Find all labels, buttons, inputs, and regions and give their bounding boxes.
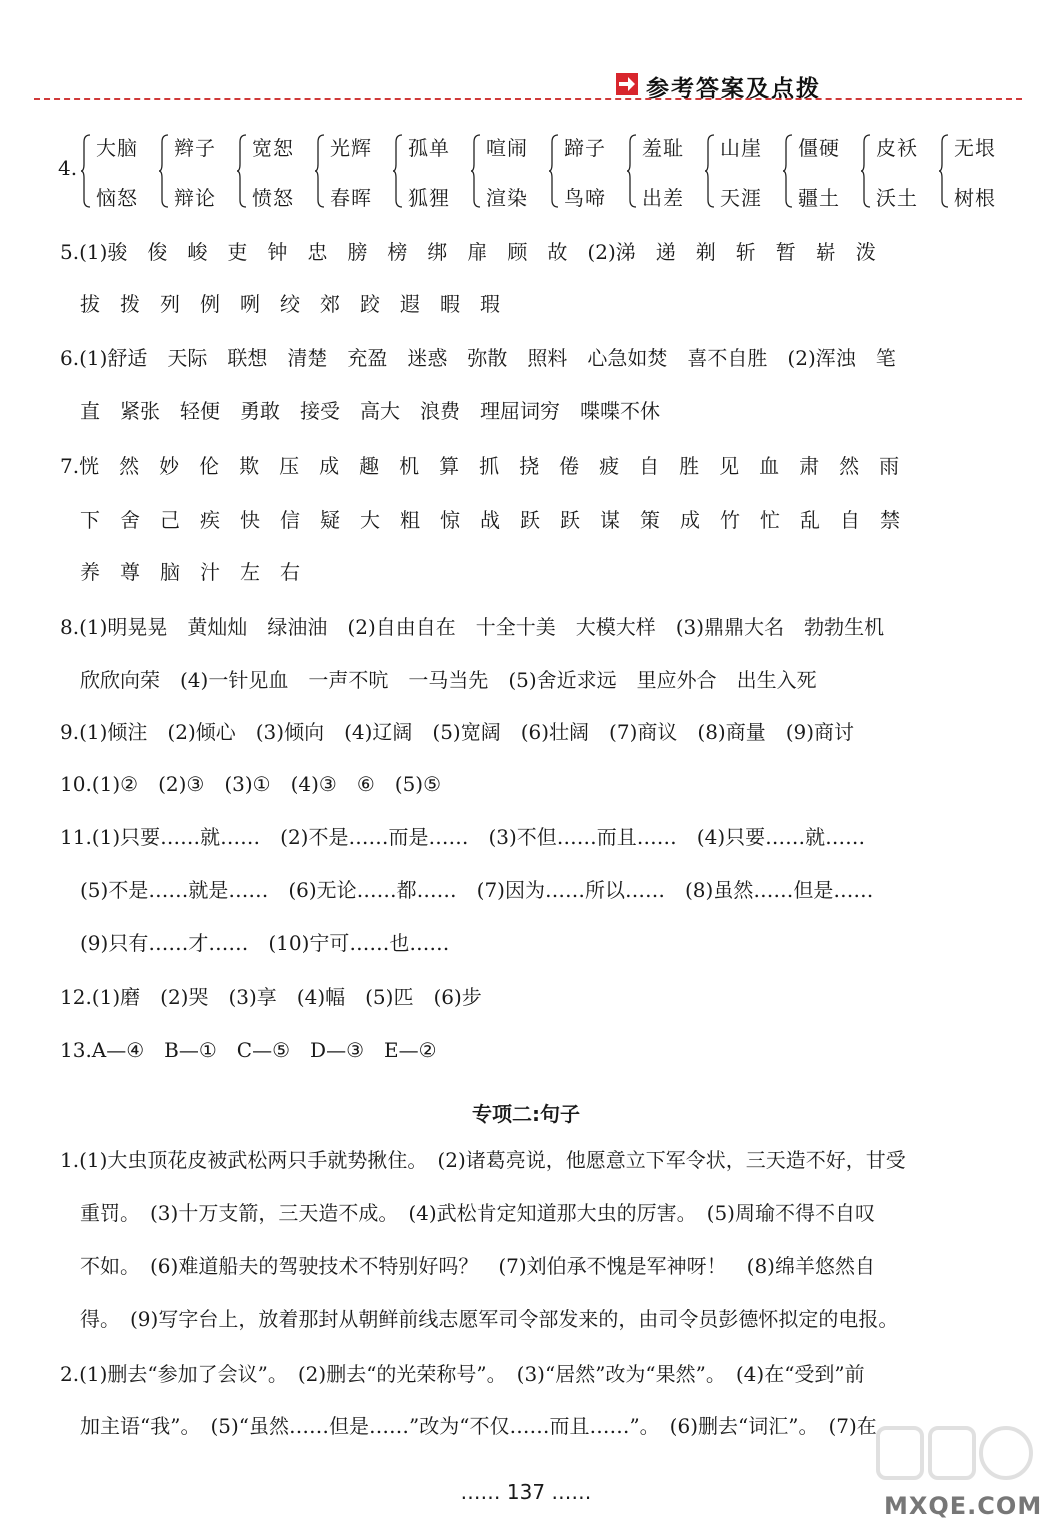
pair-bottom: 春晖	[330, 186, 372, 210]
brace-icon	[470, 134, 482, 208]
pair-top: 大脑	[96, 136, 138, 160]
answer-line: 1.(1)大虫顶花皮被武松两只手就势揪住。 (2)诸葛亮说，他愿意立下军令状，三天造不好，甘受	[60, 1148, 906, 1172]
answer-line: 8.(1)明晃晃 黄灿灿 绿油油 (2)自由自在 十全十美 大模大样 (3)鼎鼎大名 勃勃生机	[60, 615, 885, 639]
section-title: 专项二:句子	[472, 1102, 580, 1126]
pair-top: 孤单	[408, 136, 450, 160]
answer-line: 13.A—④ B—① C—⑤ D—③ E—②	[60, 1038, 437, 1062]
pair-bottom: 疆土	[798, 186, 840, 210]
answer-line: 12.(1)磨 (2)哭 (3)享 (4)幅 (5)匹 (6)步	[60, 985, 482, 1009]
answer-line: (5)不是……就是…… (6)无论……都…… (7)因为……所以…… (8)虽然……但是……	[80, 878, 874, 902]
pair-bottom: 出差	[642, 186, 684, 210]
pair-bottom: 渲染	[486, 186, 528, 210]
word-pair	[470, 126, 540, 216]
brace-icon	[704, 134, 716, 208]
answer-line: 得。 (9)写字台上，放着那封从朝鲜前线志愿军司令部发来的，由司令员彭德怀拟定的电报。	[80, 1307, 899, 1331]
pair-bottom: 鸟啼	[564, 186, 606, 210]
pair-top: 僵硬	[798, 136, 840, 160]
answer-line: 重罚。 (3)十万支箭，三天造不成。 (4)武松肯定知道那大虫的厉害。 (5)周瑜不得不自叹	[80, 1201, 875, 1225]
pair-bottom: 辩论	[174, 186, 216, 210]
answer-line: 7.恍 然 妙 伦 欺 压 成 趣 机 算 抓 挠 倦 疲 自 胜 见 血 肃 然 雨	[60, 454, 900, 478]
answer-line: 直 紧张 轻便 勇敢 接受 高大 浪费 理屈词穷 喋喋不休	[80, 399, 660, 423]
answer-line: 5.(1)骏 俊 峻 吏 钟 忠 膀 榜 绑 扉 顾 故 (2)涕 递 剃 斩 暂 崭 泼	[60, 240, 876, 264]
pair-bottom: 天涯	[720, 186, 762, 210]
brace-icon	[314, 134, 326, 208]
brace-icon	[782, 134, 794, 208]
answer-line: 2.(1)删去“参加了会议”。 (2)删去“的光荣称号”。 (3)“居然”改为“果然”。 (4)在“受到”前	[60, 1362, 865, 1386]
word-pair	[548, 126, 618, 216]
header-divider	[34, 98, 1022, 100]
question-number: 4.	[58, 156, 78, 180]
pair-top: 光辉	[330, 136, 372, 160]
brace-icon	[548, 134, 560, 208]
pair-top: 皮袄	[876, 136, 918, 160]
page-header	[0, 0, 1052, 110]
word-pair	[314, 126, 384, 216]
answer-line: 欣欣向荣 (4)一针见血 一声不吭 一马当先 (5)舍近求远 里应外合 出生入死	[80, 668, 817, 692]
answer-line: 下 舍 己 疾 快 信 疑 大 粗 惊 战 跃 跃 谋 策 成 竹 忙 乱 自 禁	[80, 508, 900, 532]
word-pair	[80, 126, 150, 216]
page-number: …… 137 ……	[460, 1480, 592, 1504]
answer-line: 拔 拨 列 例 咧 绞 郊 跤 遐 暇 瑕	[80, 292, 500, 316]
pair-top: 宽恕	[252, 136, 294, 160]
word-pair	[782, 126, 852, 216]
pair-bottom: 树根	[954, 186, 996, 210]
answer-line: 养 尊 脑 汁 左 右	[80, 560, 300, 584]
word-pair	[704, 126, 774, 216]
pair-top: 山崖	[720, 136, 762, 160]
question-4	[58, 126, 1048, 216]
watermark-text: MXQE.COM	[884, 1492, 1043, 1520]
pair-top: 无垠	[954, 136, 996, 160]
word-pair	[236, 126, 306, 216]
brace-icon	[938, 134, 950, 208]
answer-line: 10.(1)② (2)③ (3)① (4)③ ⑥ (5)⑤	[60, 772, 442, 796]
pair-bottom: 愤怒	[252, 186, 294, 210]
answer-line: 不如。 (6)难道船夫的驾驶技术不特别好吗？ (7)刘伯承不愧是军神呀！ (8)绵羊悠然自	[80, 1254, 875, 1278]
answer-line: 9.(1)倾注 (2)倾心 (3)倾向 (4)辽阔 (5)宽阔 (6)壮阔 (7)商议 (8)商量 (9)商讨	[60, 720, 855, 744]
pair-bottom: 恼怒	[96, 186, 138, 210]
answer-line: 11.(1)只要……就…… (2)不是……而是…… (3)不但……而且…… (4)只要……就……	[60, 825, 866, 849]
pair-bottom: 沃土	[876, 186, 918, 210]
brace-icon	[236, 134, 248, 208]
pair-bottom: 狐狸	[408, 186, 450, 210]
brace-icon	[80, 134, 92, 208]
word-pair	[860, 126, 930, 216]
brace-icon	[626, 134, 638, 208]
brace-icon	[860, 134, 872, 208]
pair-top: 辫子	[174, 136, 216, 160]
answer-line: 加主语“我”。 (5)“虽然……但是……”改为“不仅……而且……”。 (6)删去“词汇”。 (7)在	[80, 1414, 877, 1438]
word-pair	[392, 126, 462, 216]
word-pair	[938, 126, 1008, 216]
word-pair	[626, 126, 696, 216]
arrow-right-icon	[616, 73, 638, 95]
answer-line: (9)只有……才…… (10)宁可……也……	[80, 931, 450, 955]
pair-top: 羞耻	[642, 136, 684, 160]
header-title: 参考答案及点拨	[646, 76, 821, 102]
brace-icon	[158, 134, 170, 208]
pair-top: 蹄子	[564, 136, 606, 160]
brace-icon	[392, 134, 404, 208]
answer-line: 6.(1)舒适 天际 联想 清楚 充盈 迷惑 弥散 照料 心急如焚 喜不自胜 (2)浑浊 笔	[60, 346, 896, 370]
pair-top: 喧闹	[486, 136, 528, 160]
word-pair	[158, 126, 228, 216]
